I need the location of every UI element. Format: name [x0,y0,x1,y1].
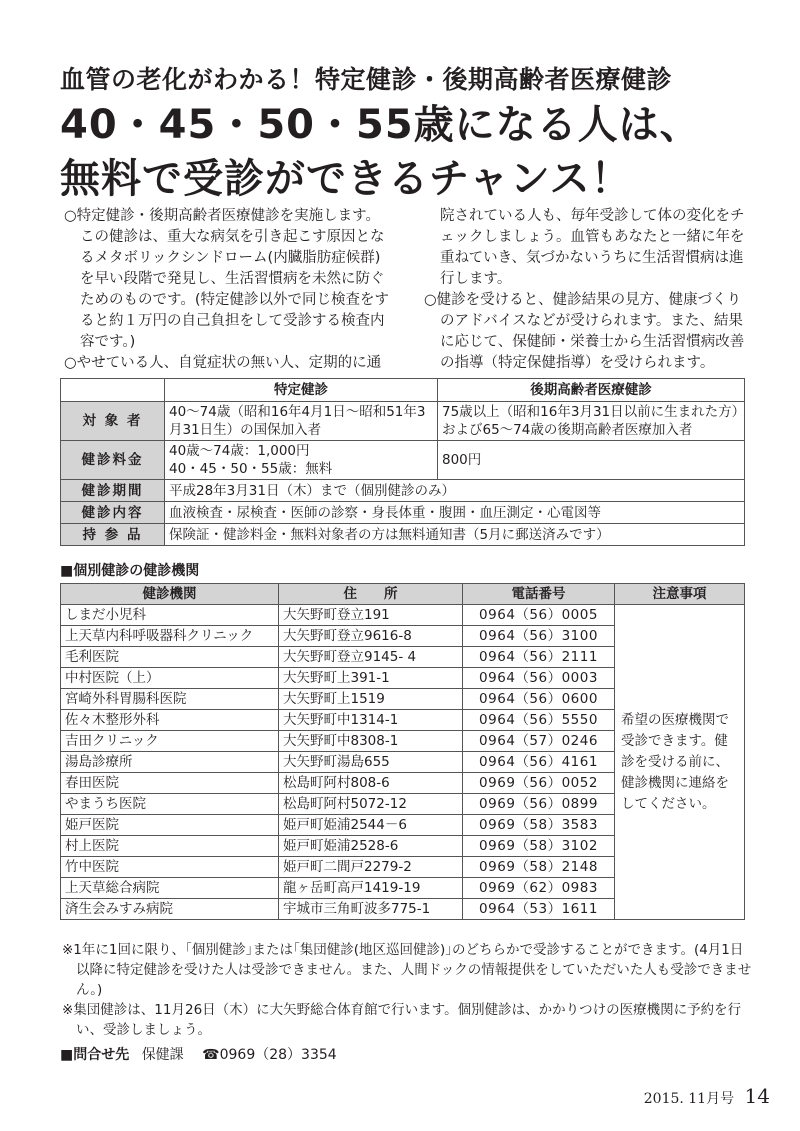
column-header-address: 住 所 [279,584,463,605]
clinic-phone: 0964（53）1611 [463,899,615,920]
page-number: 14 [744,1084,770,1108]
page-subtitle: 血管の老化がわかる！特定健診・後期高齢者医療健診 [60,65,673,94]
clinic-address: 松島町阿村5072-12 [279,794,463,815]
column-header-note: 注意事項 [615,584,745,605]
fee-kouki: 800円 [438,441,745,480]
summary-row-period [61,480,745,502]
intro-right-column [424,206,754,374]
clinics-table [60,583,745,920]
footnote: ※1年に1回に限り、｢個別健診｣または｢集団健診(地区巡回健診)｣のどちらかで受診することができます。(4月1日以降に特定健診を受けた人は受診できません。また、人間ドックの情報提供をしていただいた人も受診できません。) [62,942,752,998]
row-label-content: 健診内容 [61,502,165,524]
intro-paragraph: ○健診を受けると、健診結果の見方、健康づくりのアドバイスなどが受けられます。また、結果に応じて、保健師・栄養士から生活習慣病改善の指導（特定保健指導）を受けられます。 [424,292,745,371]
summary-corner-cell [61,379,165,402]
clinic-phone: 0964（56）2111 [463,647,615,668]
intro-paragraph: 院されている人も、毎年受診して体の変化をチェックしましょう。血管もあなたと一緒に年を重ねていき、気づかないうちに生活習慣病は進行します。 [440,208,745,287]
clinic-name: やまうち医院 [61,794,279,815]
headline-line-1: 40・45・50・55歳になる人は、 [60,102,701,148]
headline-line-2: 無料で受診ができるチャンス！ [60,156,632,202]
target-kouki: 75歳以上（昭和16年3月31日以前に生まれた方）および65～74歳の後期高齢者医療加入者 [438,402,745,441]
page-headline [60,98,701,206]
clinic-phone: 0969（58）3583 [463,815,615,836]
summary-row-content [61,502,745,524]
clinic-address: 大矢野町上391-1 [279,668,463,689]
clinic-phone: 0969（58）2148 [463,857,615,878]
clinic-address: 大矢野町登立191 [279,605,463,626]
clinic-phone: 0964（56）0600 [463,689,615,710]
row-label-target: 対 象 者 [61,402,165,441]
clinic-name: 済生会みすみ病院 [61,899,279,920]
intro-left-column [64,206,394,374]
summary-row-bring [61,524,745,546]
clinic-name: 村上医院 [61,836,279,857]
clinic-name: 毛利医院 [61,647,279,668]
clinic-phone: 0969（56）0052 [463,773,615,794]
bring-value: 保険証・健診料金・無料対象者の方は無料通知書（5月に郵送済みです） [165,524,745,546]
clinic-address: 宇城市三角町波多775-1 [279,899,463,920]
clinic-address: 大矢野町中8308-1 [279,731,463,752]
intro-paragraph: この健診は、重大な病気を引き起こす原因となるメタボリックシンドローム(内臓脂肪症候群)を早い段階で発見し、生活習慣病を未然に防ぐためのものです。(特定健診以外で同じ検査をすると約１万円の自己負担をして受診する検査内容です。) [80,229,389,350]
summary-row-target [61,402,745,441]
clinic-phone: 0969（62）0983 [463,878,615,899]
clinic-name: 湯島診療所 [61,752,279,773]
clinics-header-row [61,584,745,605]
clinic-address: 松島町阿村808-6 [279,773,463,794]
fee-tokutei-general: 40歳～74歳：1,000円 [169,443,310,459]
clinic-address: 姫戸町姫浦2544－6 [279,815,463,836]
clinic-name: しまだ小児科 [61,605,279,626]
content-value: 血液検査・尿検査・医師の診察・身長体重・腹囲・血圧測定・心電図等 [165,502,745,524]
table-row [61,605,745,626]
intro-paragraph: ○特定健診・後期高齢者医療健診を実施します。 [64,208,380,224]
issue-label: 2015. 11月号 [643,1091,735,1107]
clinic-phone: 0964（56）3100 [463,626,615,647]
clinic-address: 姫戸町二間戸2279-2 [279,857,463,878]
clinic-name: 竹中医院 [61,857,279,878]
clinic-phone: 0969（58）3102 [463,836,615,857]
page-footer [644,1084,770,1108]
clinic-name: 宮崎外科胃腸科医院 [61,689,279,710]
clinic-phone: 0964（56）0003 [463,668,615,689]
clinic-address: 大矢野町上1519 [279,689,463,710]
summary-header-row [61,379,745,402]
summary-row-fee [61,441,745,480]
clinic-address: 大矢野町中1314-1 [279,710,463,731]
clinic-name: 佐々木整形外科 [61,710,279,731]
footnote: ※集団健診は、11月26日（木）に大矢野総合体育館で行います。個別健診は、かかりつけの医療機関に予約を行い、受診しましょう。 [62,1002,742,1038]
clinic-address: 大矢野町登立9616-8 [279,626,463,647]
clinic-name: 姫戸医院 [61,815,279,836]
intro-paragraph: ○やせている人、自覚症状の無い人、定期的に通 [64,355,382,371]
clinic-phone: 0964（56）4161 [463,752,615,773]
fee-tokutei [165,441,438,480]
target-tokutei: 40～74歳（昭和16年4月1日～昭和51年3月31日生）の国保加入者 [165,402,438,441]
clinic-address: 姫戸町姫浦2528-6 [279,836,463,857]
column-header-tokutei: 特定健診 [165,379,438,402]
column-header-name: 健診機関 [61,584,279,605]
clinic-phone: 0964（56）0005 [463,605,615,626]
row-label-period: 健診期間 [61,480,165,502]
note-cell: 希望の医療機関で受診できます。健診を受ける前に、健診機関に連絡をしてください。 [615,605,745,920]
column-header-kouki: 後期高齢者医療健診 [438,379,745,402]
contact-phone: 0969（28）3354 [219,1047,337,1063]
clinic-phone: 0964（57）0246 [463,731,615,752]
clinic-name: 中村医院（上） [61,668,279,689]
summary-table [60,378,745,546]
clinic-address: 龍ヶ岳町高戸1419-19 [279,878,463,899]
clinic-phone: 0969（56）0899 [463,794,615,815]
clinic-name: 春田医院 [61,773,279,794]
section-title: ■個別健診の健診機関 [60,563,200,579]
column-header-phone: 電話番号 [463,584,615,605]
fee-tokutei-free: 40・45・50・55歳：無料 [169,461,333,477]
period-value: 平成28年3月31日（木）まで（個別健診のみ） [165,480,745,502]
clinic-phone: 0964（56）5550 [463,710,615,731]
clinic-name: 上天草内科呼吸器科クリニック [61,626,279,647]
clinic-name: 吉田クリニック [61,731,279,752]
contact-department: 保健課 [141,1047,184,1063]
contact-info [60,1044,337,1064]
clinic-name: 上天草総合病院 [61,878,279,899]
contact-label: ■問合せ先 [60,1047,130,1063]
row-label-bring: 持 参 品 [61,524,165,546]
footnotes [62,940,752,1040]
row-label-fee: 健診料金 [61,441,165,480]
phone-icon: ☎ [202,1047,220,1063]
clinic-address: 大矢野町登立9145- 4 [279,647,463,668]
clinic-address: 大矢野町湯島655 [279,752,463,773]
